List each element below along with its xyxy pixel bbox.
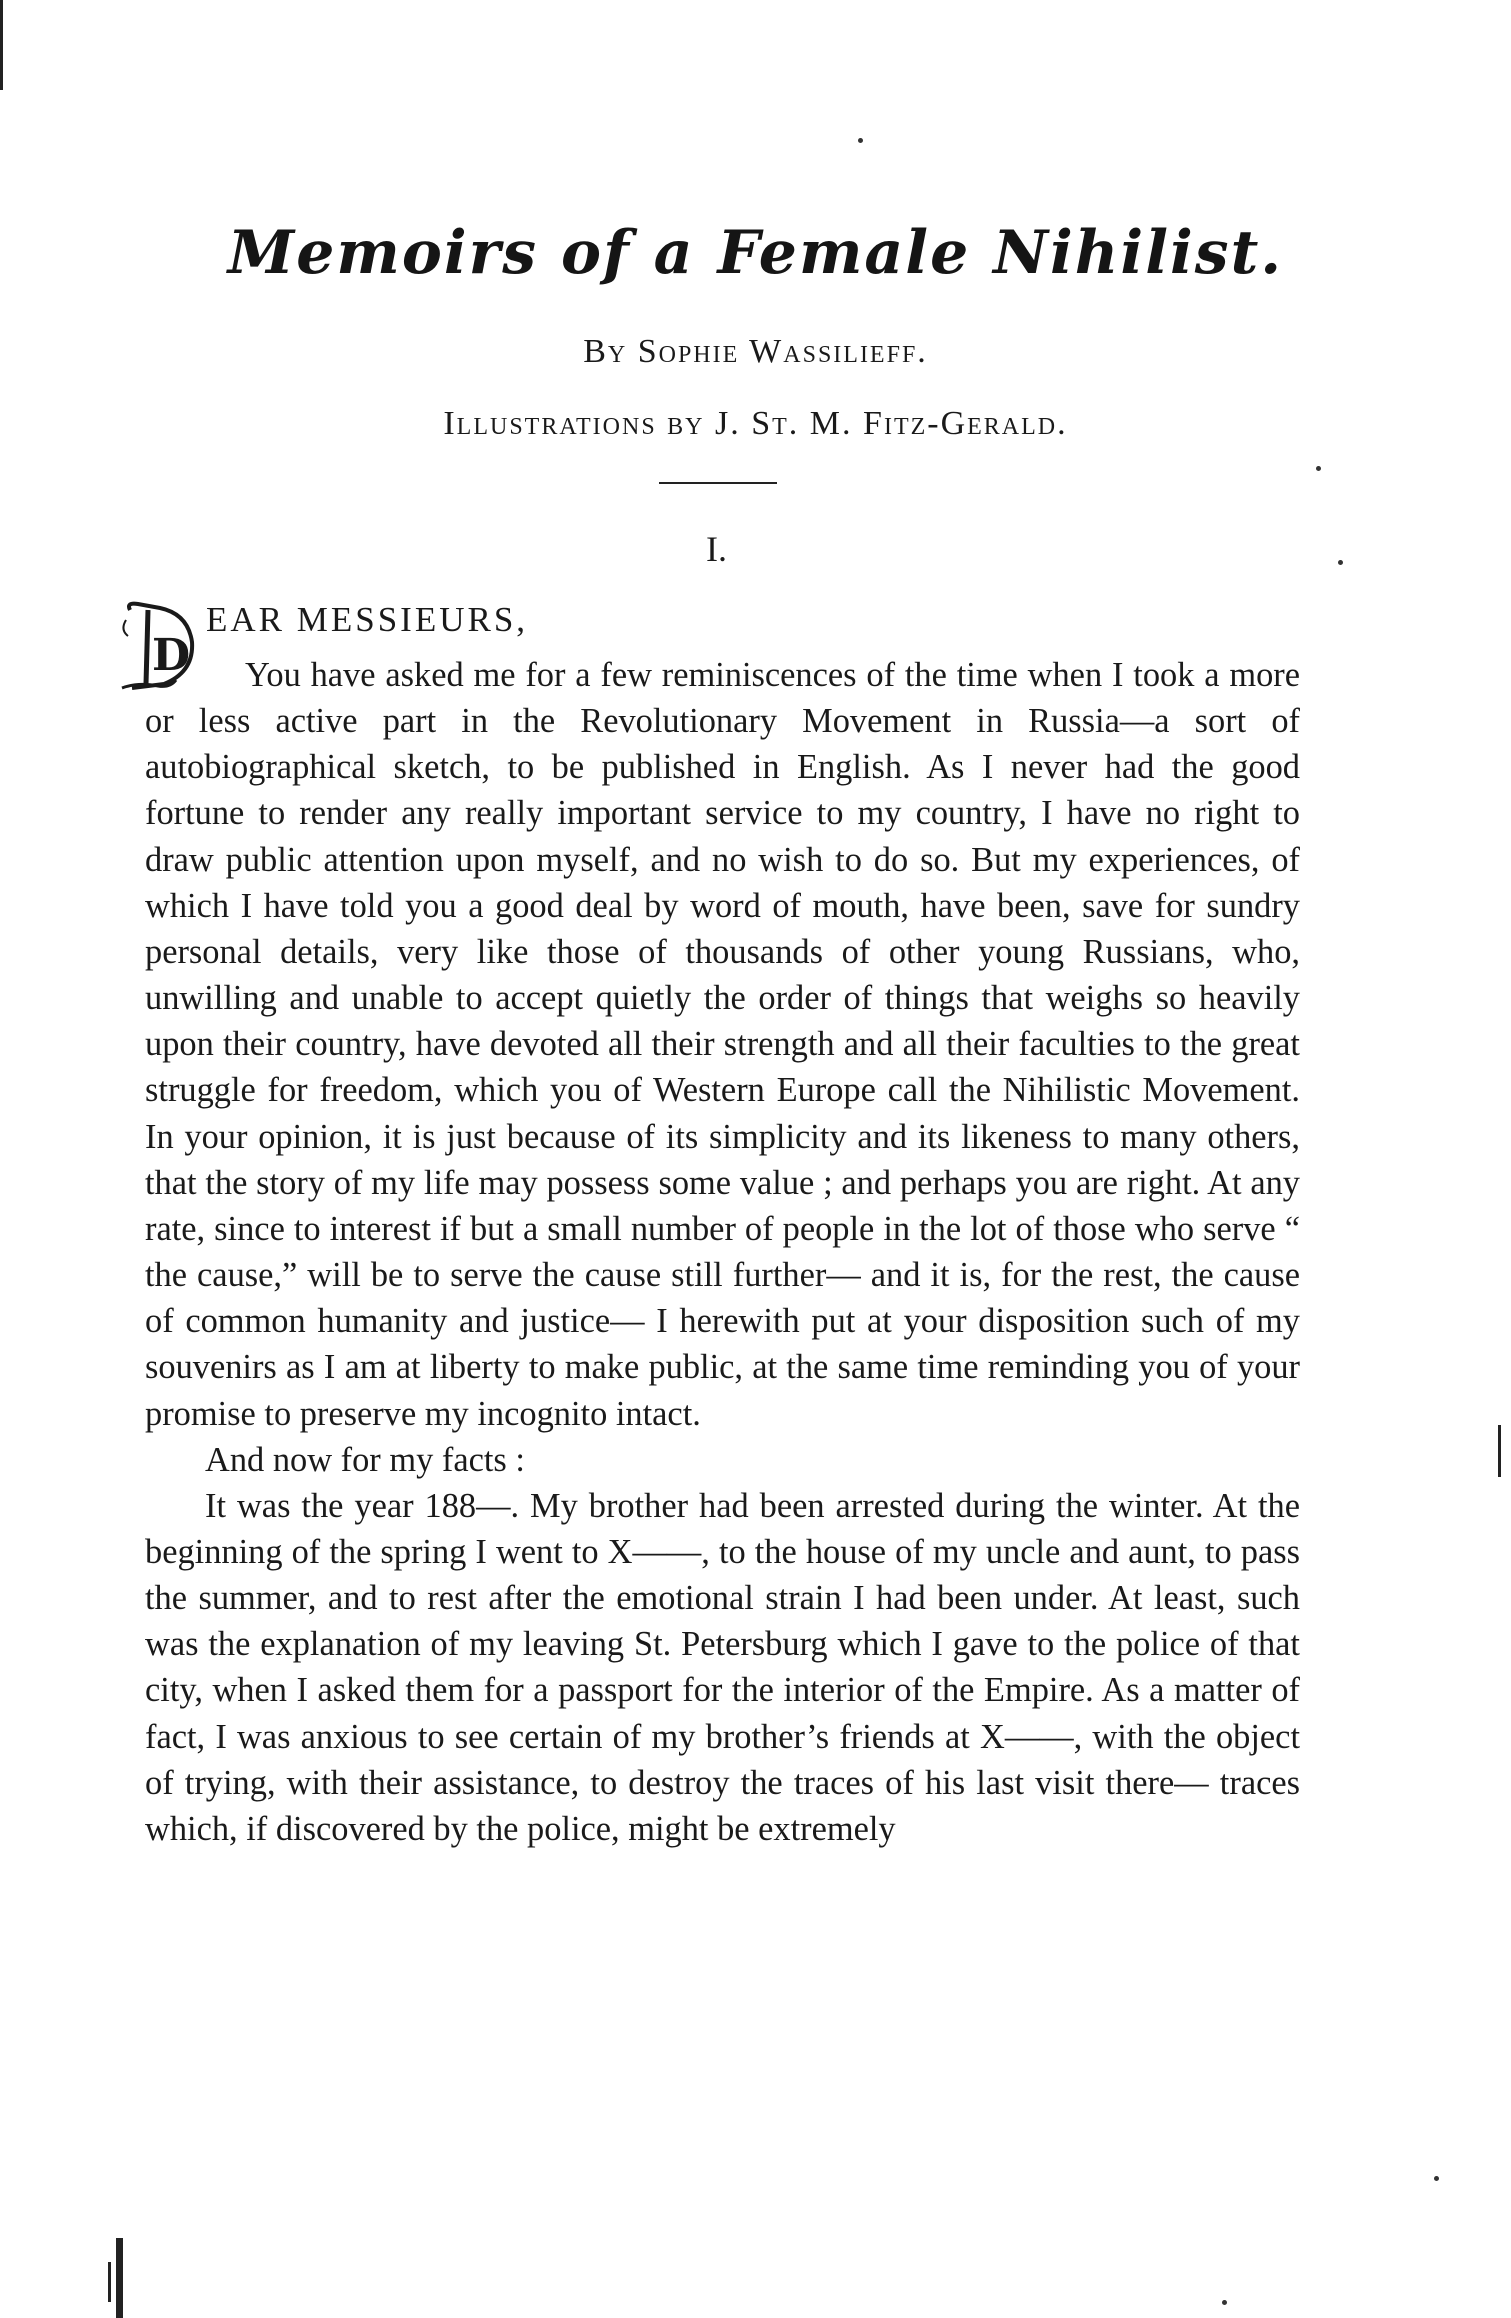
illustrator-credit: Illustrations by J. St. M. Fitz-Gerald.: [443, 405, 1068, 442]
speck: [1316, 466, 1321, 471]
speck: [1434, 2176, 1439, 2181]
section-divider: [659, 482, 777, 484]
author-byline: By Sophie Wassilieff.: [583, 333, 928, 370]
left-edge-mark: [0, 0, 3, 90]
right-margin-mark: [1498, 1425, 1501, 1477]
bottom-left-mark-2: [108, 2262, 111, 2302]
salutation: EAR MESSIEURS,: [206, 600, 529, 639]
article-body: [145, 652, 1300, 1852]
paragraph-2: And now for my facts :: [205, 1440, 525, 1479]
speck: [858, 138, 863, 143]
bottom-left-mark: [116, 2238, 123, 2318]
paragraph-3: It was the year 188—. My brother had been arrested during the winter. At the beginning of the spring I went to X——, to the house of my uncle and aunt, to pass the summer, and to rest after the emotional strain I had been under. At least, such was the explanation of my leaving St. Petersburg which I gave to the police of that city, when I asked them for a passport for the interior of the Empire. As a matter of fact, I was anxious to see certain of my brother’s friends at X——, with the object of trying, with their assistance, to destroy the traces of his last visit there— traces which, if discovered by the police, might be extremely: [145, 1486, 1300, 1848]
drop-cap-letter: D: [152, 630, 191, 681]
speck: [1338, 560, 1343, 565]
speck: [1222, 2300, 1227, 2305]
section-number: I.: [706, 529, 727, 569]
article-title: Memoirs of a Female Nihilist.: [227, 218, 1284, 288]
paragraph-1: You have asked me for a few reminiscences of the time when I took a more or less active part in the Revolutionary Movement in Russia—a sort of autobiographical sketch, to be published in English. As I never had the good fortune to render any really important service to my country, I have no right to draw public attention upon myself, and no wish to do so. But my experiences, of which I have told you a good deal by word of mouth, have been, save for sundry personal details, very like those of thousands of other young Russians, who, unwilling and unable to accept quietly the order of things that weighs so heavily upon their country, have devoted all their strength and all their faculties to the great struggle for freedom, which you of Western Europe call the Nihilistic Movement. In your opinion, it is just because of its simplicity and its likeness to many others, that the story of my life may possess some value ; and perhaps you are right. At any rate, since to interest if but a small number of people in the lot of those who serve “ the cause,” will be to serve the cause still further— and it is, for the rest, the cause of common humanity and justice— I herewith put at your disposition such of my souvenirs as I am at liberty to make public, at the same time reminding you of your promise to preserve my incognito intact.: [145, 656, 1300, 1433]
